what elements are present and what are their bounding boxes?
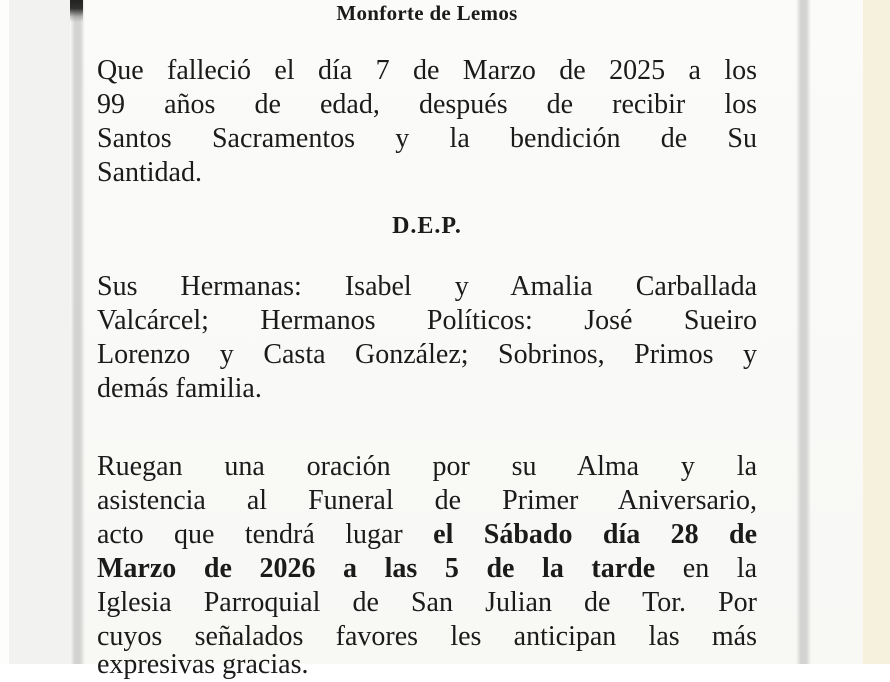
death-notice-paragraph [97,54,757,190]
scan-left-margin-band [0,0,70,664]
text-line: Santos Sacramentos y la bendición de Su [97,123,757,154]
funeral-announcement-paragraph [97,450,757,654]
text-line [97,552,757,586]
family-paragraph [97,270,757,406]
text-line: Que falleció el día 7 de Marzo de 2025 a los [97,55,757,86]
text-line: Valcárcel; Hermanos Políticos: José Sueiro [97,305,757,336]
text-line: asistencia al Funeral de Primer Aniversario, [97,485,757,516]
page-fold-right [796,0,811,664]
page-fold-left [70,0,85,664]
text-line: 99 años de edad, después de recibir los [97,89,757,120]
text-line: Lorenzo y Casta González; Sobrinos, Primos y [97,339,757,370]
cut-off-bottom-line: expresivas gracias. [97,649,309,680]
funeral-date-bold: Marzo de 2026 a las 5 de la tarde [97,553,656,584]
dep-abbreviation: D.E.P. [392,213,462,239]
fold-top-ink-mark [70,0,83,22]
place-title: Monforte de Lemos [336,1,518,25]
funeral-date-bold: el Sábado día 28 de [433,519,758,550]
text-line: Iglesia Parroquial de San Julian de Tor. Por [97,587,757,618]
text-line: Santidad. [97,157,202,188]
text-line: Sus Hermanas: Isabel y Amalia Carballada [97,271,757,302]
text-line-regular: en la [682,553,758,584]
scan-left-edge [0,0,9,664]
text-line: demás familia. [97,373,262,404]
text-line-regular: acto que tendrá lugar [97,519,403,550]
text-line: cuyos señalados favores les anticipan las más [97,621,757,652]
obituary-content [97,0,758,680]
text-line [97,518,757,552]
text-line: Ruegan una oración por su Alma y la [97,451,757,482]
scanner-background-strip [863,0,890,664]
